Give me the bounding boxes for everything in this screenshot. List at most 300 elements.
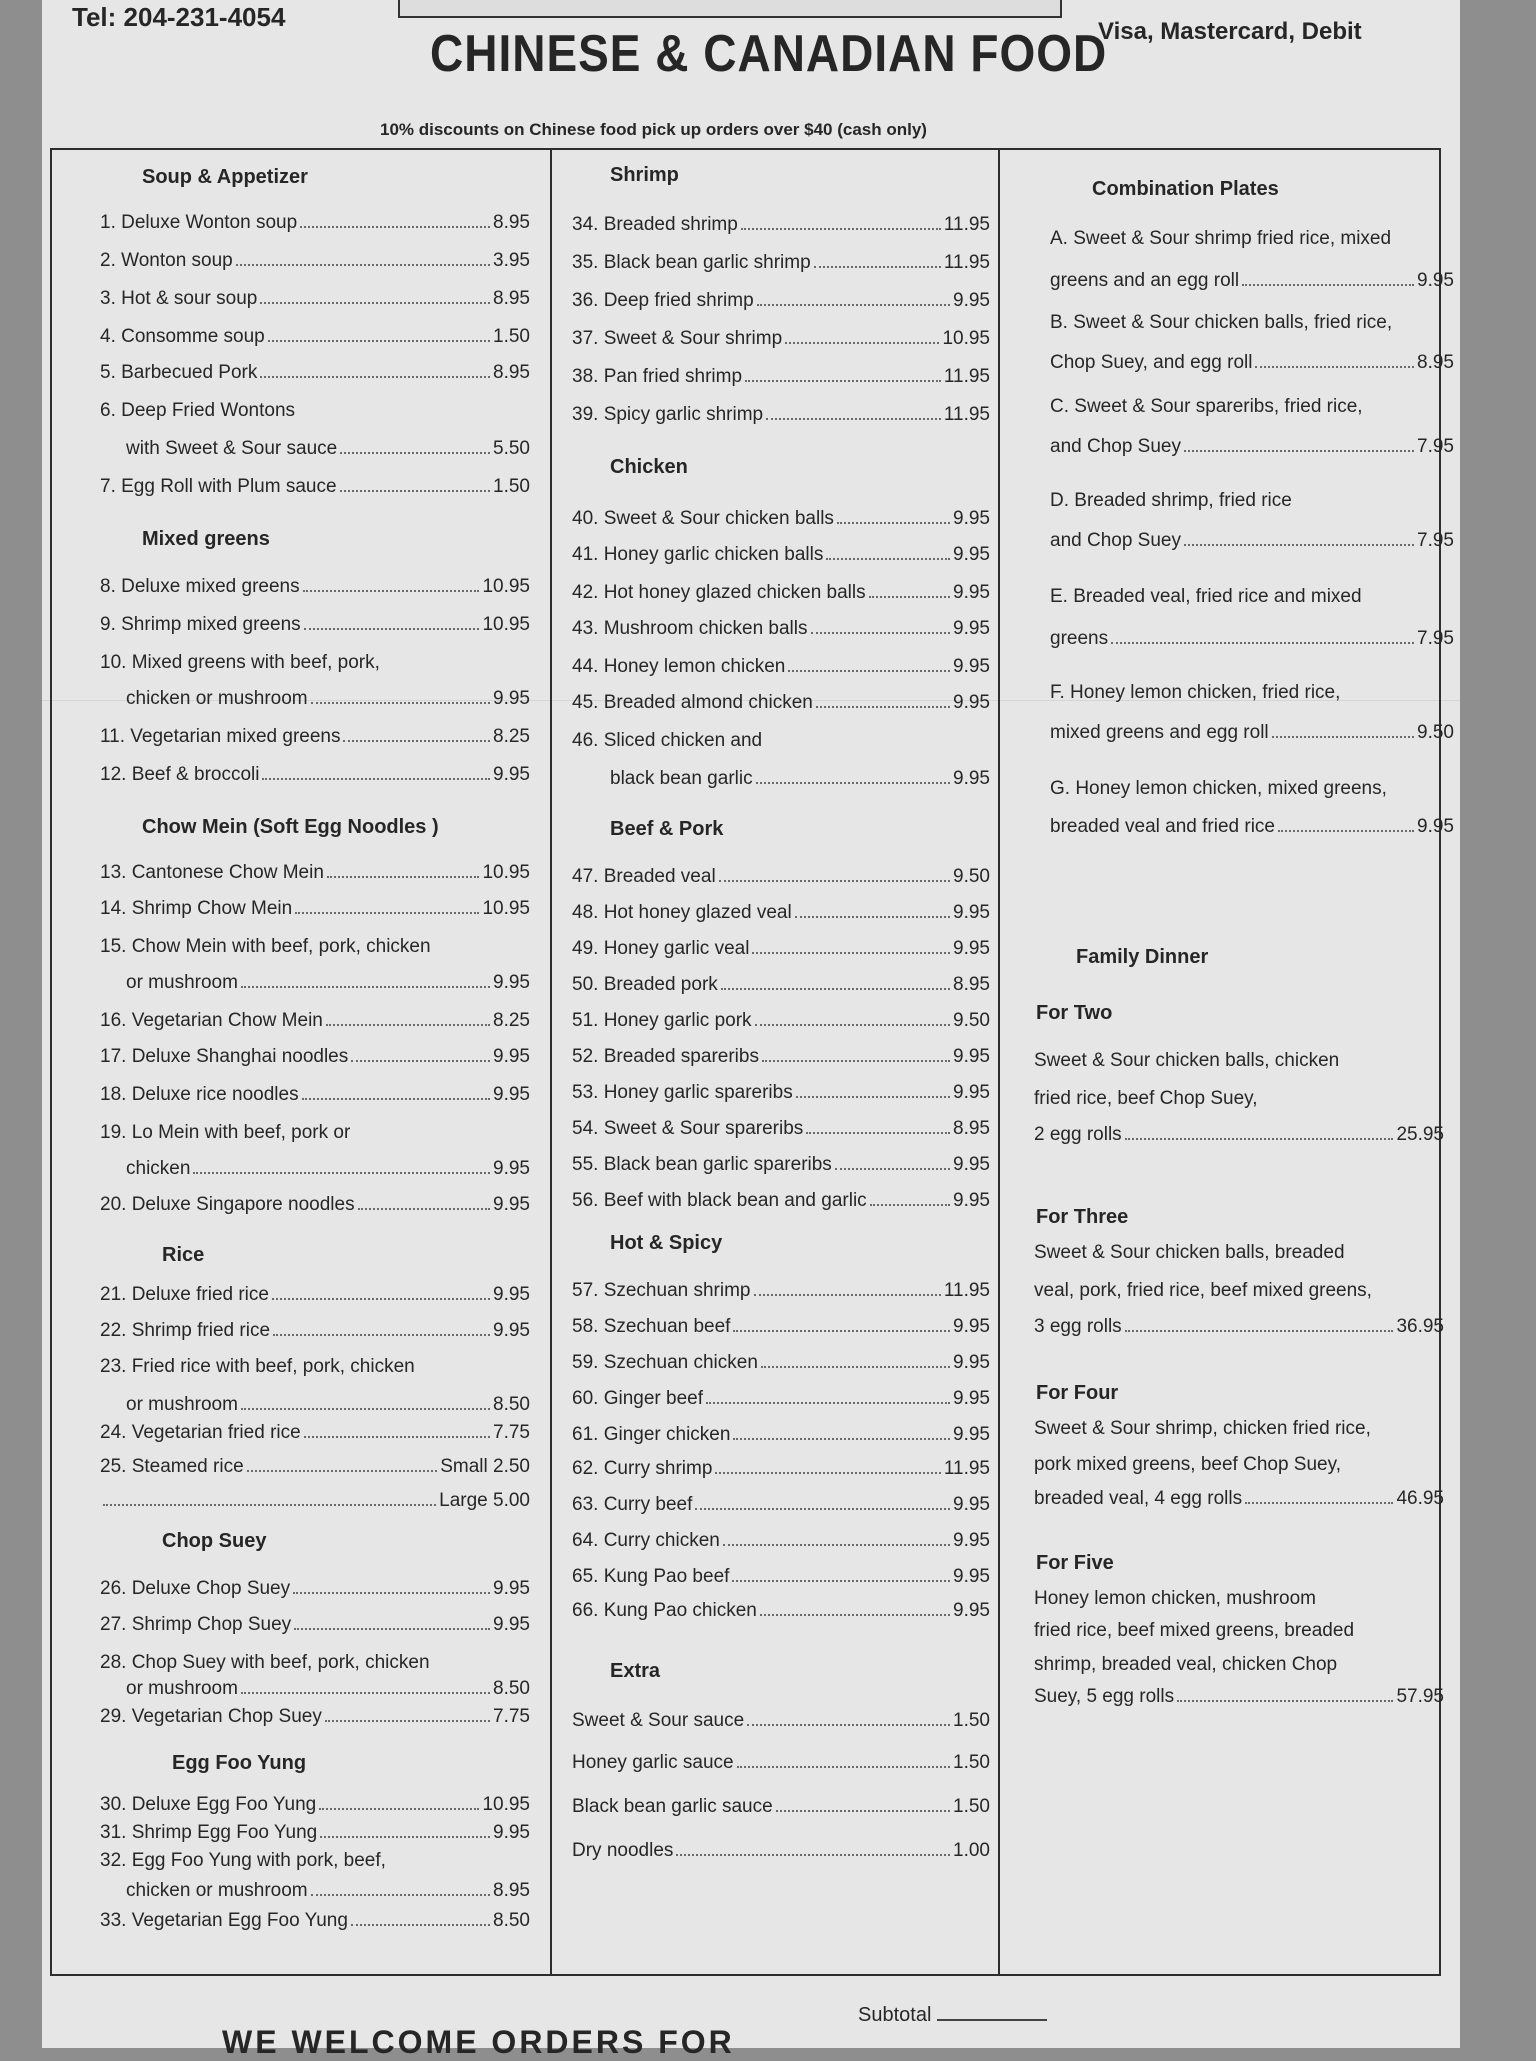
menu-item — [100, 1706, 530, 1728]
dot-leader — [340, 452, 490, 454]
item-name: 12. Beef & broccoli — [100, 764, 260, 785]
item-price: 9.95 — [953, 1046, 990, 1067]
item-price: 9.95 — [1417, 270, 1454, 291]
item-name: 53. Honey garlic spareribs — [572, 1082, 793, 1103]
menu-item — [572, 1154, 990, 1176]
dot-leader — [1184, 544, 1414, 546]
item-name: 29. Vegetarian Chop Suey — [100, 1706, 322, 1727]
menu-item — [572, 1190, 990, 1212]
item-name: chicken or mushroom — [126, 1880, 308, 1901]
combo-line: A. Sweet & Sour shrimp fried rice, mixed — [1050, 228, 1392, 249]
item-price: 9.95 — [953, 582, 990, 603]
item-name: 5. Barbecued Pork — [100, 362, 258, 383]
phone-number: Tel: 204-231-4054 — [72, 2, 286, 32]
dot-leader — [870, 1204, 950, 1206]
item-price: 8.95 — [493, 1880, 530, 1901]
payment-methods: Visa, Mastercard, Debit — [1098, 18, 1362, 45]
item-price: 9.95 — [953, 902, 990, 923]
item-price: 11.95 — [943, 252, 990, 273]
item-price: 9.50 — [953, 1010, 990, 1031]
menu-item — [572, 692, 990, 714]
item-price: 8.95 — [953, 974, 990, 995]
dot-leader — [320, 1836, 490, 1838]
dot-leader — [776, 1810, 950, 1812]
dot-leader — [295, 912, 479, 914]
dot-leader — [835, 1168, 950, 1170]
item-name: 64. Curry chicken — [572, 1530, 720, 1551]
combo-line: B. Sweet & Sour chicken balls, fried rice, — [1050, 312, 1393, 333]
family-set-line: shrimp, breaded veal, chicken Chop — [1034, 1654, 1338, 1675]
item-price: 8.95 — [953, 1118, 990, 1139]
item-name: 55. Black bean garlic spareribs — [572, 1154, 832, 1175]
menu-item — [126, 1158, 530, 1180]
item-price: 9.95 — [953, 1600, 990, 1621]
item-price: 11.95 — [943, 404, 990, 425]
menu-item — [100, 1910, 530, 1932]
menu-item — [572, 1530, 990, 1552]
menu-item — [572, 1082, 990, 1104]
item-price: 9.95 — [953, 1190, 990, 1211]
dot-leader — [311, 1894, 490, 1896]
family-set-line: fried rice, beef Chop Suey, — [1034, 1088, 1258, 1109]
item-name: 38. Pan fried shrimp — [572, 366, 743, 387]
item-name: or mushroom — [126, 1394, 238, 1415]
menu-item — [126, 438, 530, 460]
item-name: 6. Deep Fried Wontons — [100, 400, 296, 421]
dot-leader — [260, 376, 490, 378]
item-name: breaded veal and fried rice — [1050, 816, 1275, 837]
item-name: Chop Suey, and egg roll — [1050, 352, 1253, 373]
menu-item — [572, 974, 990, 996]
dot-leader — [766, 418, 941, 420]
item-price: 8.50 — [493, 1678, 530, 1699]
item-name: 56. Beef with black bean and garlic — [572, 1190, 867, 1211]
item-name: 43. Mushroom chicken balls — [572, 618, 808, 639]
item-price: 9.95 — [953, 1424, 990, 1445]
item-name: 59. Szechuan chicken — [572, 1352, 758, 1373]
dot-leader — [302, 1098, 490, 1100]
item-name: chicken — [126, 1158, 191, 1179]
item-price: 8.50 — [493, 1394, 530, 1415]
dot-leader — [236, 264, 490, 266]
menu-item — [1050, 352, 1454, 374]
item-price: 10.95 — [482, 614, 530, 635]
item-price: 3.95 — [493, 250, 530, 271]
item-name: 33. Vegetarian Egg Foo Yung — [100, 1910, 348, 1931]
item-name: Sweet & Sour sauce — [572, 1710, 745, 1731]
menu-item — [572, 866, 990, 888]
top-tab — [398, 0, 1062, 18]
menu-item — [100, 1084, 530, 1106]
item-price: 9.95 — [493, 1822, 530, 1843]
dot-leader — [303, 590, 480, 592]
item-name: 63. Curry beef — [572, 1494, 693, 1515]
item-name: 10. Mixed greens with beef, pork, — [100, 652, 380, 673]
item-price: 9.95 — [953, 1082, 990, 1103]
item-price: 8.50 — [493, 1910, 530, 1931]
menu-item — [572, 1458, 990, 1480]
menu-item — [1050, 530, 1454, 552]
item-name: 65. Kung Pao beef — [572, 1566, 730, 1587]
dot-leader — [816, 706, 950, 708]
menu-item — [610, 768, 990, 790]
dot-leader — [762, 1060, 950, 1062]
item-name: 36. Deep fried shrimp — [572, 290, 754, 311]
menu-item — [100, 862, 530, 884]
family-set-line: pork mixed greens, beef Chop Suey, — [1034, 1454, 1341, 1475]
item-price: 9.95 — [953, 1566, 990, 1587]
menu-item — [100, 576, 530, 598]
menu-item — [572, 1840, 990, 1862]
menu-item — [1034, 1686, 1444, 1708]
dot-leader — [294, 1628, 490, 1630]
item-name: breaded veal, 4 egg rolls — [1034, 1488, 1243, 1509]
dot-leader — [241, 1408, 490, 1410]
section-heading: Family Dinner — [1076, 946, 1209, 968]
menu-item — [100, 1578, 530, 1600]
menu-item — [100, 1284, 530, 1306]
item-name: 2 egg rolls — [1034, 1124, 1122, 1145]
item-price: 1.50 — [953, 1710, 990, 1731]
combo-line: C. Sweet & Sour spareribs, fried rice, — [1050, 396, 1363, 417]
item-name: 42. Hot honey glazed chicken balls — [572, 582, 866, 603]
section-heading: Egg Foo Yung — [172, 1752, 307, 1774]
dot-leader — [300, 226, 490, 228]
family-set-title: For Four — [1036, 1382, 1119, 1404]
item-price: 9.95 — [953, 508, 990, 529]
item-name: 30. Deluxe Egg Foo Yung — [100, 1794, 317, 1815]
dot-leader — [103, 1504, 436, 1506]
section-heading: Combination Plates — [1092, 178, 1279, 200]
menu-item — [1050, 816, 1454, 838]
dot-leader — [340, 490, 490, 492]
item-price: 1.50 — [493, 476, 530, 497]
item-name: 15. Chow Mein with beef, pork, chicken — [100, 936, 431, 957]
dot-leader — [755, 1024, 950, 1026]
item-price: Large 5.00 — [439, 1490, 530, 1511]
item-price: 57.95 — [1396, 1686, 1444, 1707]
item-name: greens — [1050, 628, 1109, 649]
menu-item — [572, 1010, 990, 1032]
dot-leader — [719, 880, 950, 882]
dot-leader — [193, 1172, 490, 1174]
item-price: 10.95 — [482, 1794, 530, 1815]
item-name: Black bean garlic sauce — [572, 1796, 773, 1817]
item-price: 9.95 — [953, 692, 990, 713]
menu-item — [100, 288, 530, 310]
menu-item — [572, 1046, 990, 1068]
discount-notice: 10% discounts on Chinese food pick up orders over $40 (cash only) — [380, 120, 927, 139]
item-name: 1. Deluxe Wonton soup — [100, 212, 298, 233]
item-price: 9.95 — [493, 1284, 530, 1305]
item-name: 60. Ginger beef — [572, 1388, 703, 1409]
menu-item — [572, 1600, 990, 1622]
item-price: 9.95 — [953, 1154, 990, 1175]
item-name: 22. Shrimp fried rice — [100, 1320, 271, 1341]
section-heading: Chow Mein (Soft Egg Noodles ) — [142, 816, 439, 838]
item-name: 39. Spicy garlic shrimp — [572, 404, 764, 425]
item-price: Small 2.50 — [440, 1456, 530, 1477]
item-name: chicken or mushroom — [126, 688, 308, 709]
item-price: 9.95 — [953, 544, 990, 565]
item-name: 7. Egg Roll with Plum sauce — [100, 476, 337, 497]
section-heading: Rice — [162, 1244, 205, 1266]
menu-item — [100, 1456, 530, 1478]
item-price: 7.75 — [493, 1422, 530, 1443]
menu-item — [126, 1678, 530, 1700]
item-name: Honey garlic sauce — [572, 1752, 734, 1773]
dot-leader — [351, 1924, 490, 1926]
item-name: mixed greens and egg roll — [1050, 722, 1269, 743]
item-price: 1.50 — [493, 326, 530, 347]
item-price: 9.95 — [1417, 816, 1454, 837]
column-divider-1 — [550, 148, 552, 1974]
item-name: 3. Hot & sour soup — [100, 288, 258, 309]
dot-leader — [241, 986, 490, 988]
item-name: 49. Honey garlic veal — [572, 938, 750, 959]
menu-item — [100, 1046, 530, 1068]
dot-leader — [1278, 830, 1414, 832]
family-set-line: Honey lemon chicken, mushroom — [1034, 1588, 1316, 1609]
item-name: 44. Honey lemon chicken — [572, 656, 786, 677]
dot-leader — [806, 1132, 950, 1134]
item-price: 46.95 — [1396, 1488, 1444, 1509]
menu-item — [572, 1352, 990, 1374]
combo-line: D. Breaded shrimp, fried rice — [1050, 490, 1292, 511]
dot-leader — [1272, 736, 1414, 738]
item-name: 52. Breaded spareribs — [572, 1046, 759, 1067]
menu-item — [572, 1710, 990, 1732]
item-price: 11.95 — [943, 214, 990, 235]
dot-leader — [761, 1366, 950, 1368]
item-name: 32. Egg Foo Yung with pork, beef, — [100, 1850, 386, 1871]
item-price: 9.95 — [953, 1494, 990, 1515]
dot-leader — [715, 1472, 940, 1474]
dot-leader — [1255, 366, 1414, 368]
dot-leader — [293, 1592, 490, 1594]
menu-item — [1050, 270, 1454, 292]
menu-item — [100, 1614, 530, 1636]
dot-leader — [247, 1470, 438, 1472]
dot-leader — [737, 1766, 950, 1768]
dot-leader — [304, 1436, 490, 1438]
dot-leader — [732, 1580, 950, 1582]
item-name: 66. Kung Pao chicken — [572, 1600, 757, 1621]
dot-leader — [327, 876, 480, 878]
dot-leader — [837, 522, 950, 524]
dot-leader — [273, 1334, 490, 1336]
dot-leader — [260, 302, 490, 304]
dot-leader — [733, 1330, 950, 1332]
menu-item — [572, 214, 990, 236]
dot-leader — [741, 228, 941, 230]
item-name: 37. Sweet & Sour shrimp — [572, 328, 783, 349]
dot-leader — [760, 1614, 950, 1616]
family-set-line: veal, pork, fried rice, beef mixed greens, — [1034, 1280, 1372, 1301]
menu-item — [126, 1394, 530, 1416]
item-name: or mushroom — [126, 972, 238, 993]
item-name: Dry noodles — [572, 1840, 674, 1861]
item-price: 8.25 — [493, 726, 530, 747]
dot-leader — [733, 1438, 950, 1440]
dot-leader — [304, 628, 480, 630]
item-name: 3 egg rolls — [1034, 1316, 1122, 1337]
item-name: and Chop Suey — [1050, 436, 1181, 457]
item-price: 9.95 — [953, 1530, 990, 1551]
item-name: 21. Deluxe fried rice — [100, 1284, 269, 1305]
item-name: 9. Shrimp mixed greens — [100, 614, 301, 635]
item-price: 10.95 — [942, 328, 990, 349]
item-price: 8.95 — [493, 288, 530, 309]
family-set-line: Sweet & Sour shrimp, chicken fried rice, — [1034, 1418, 1371, 1439]
menu-item — [572, 252, 990, 274]
item-name: 57. Szechuan shrimp — [572, 1280, 751, 1301]
menu-item — [572, 1280, 990, 1302]
item-price: 9.95 — [493, 688, 530, 709]
menu-item — [572, 366, 990, 388]
section-heading: Hot & Spicy — [610, 1232, 723, 1254]
item-name: 62. Curry shrimp — [572, 1458, 713, 1479]
menu-item — [572, 328, 990, 350]
section-heading: Extra — [610, 1660, 661, 1682]
dot-leader — [695, 1508, 950, 1510]
item-name: greens and an egg roll — [1050, 270, 1240, 291]
combo-line: F. Honey lemon chicken, fried rice, — [1050, 682, 1341, 703]
menu-item — [572, 582, 990, 604]
item-price: 9.95 — [493, 1046, 530, 1067]
item-price: 10.95 — [482, 576, 530, 597]
menu-item — [572, 902, 990, 924]
menu-item — [572, 404, 990, 426]
section-heading: Chicken — [610, 456, 688, 478]
item-price: 7.95 — [1417, 628, 1454, 649]
item-price: 9.95 — [493, 1084, 530, 1105]
menu-item — [572, 1424, 990, 1446]
dot-leader — [754, 1294, 941, 1296]
menu-item — [100, 1422, 530, 1444]
item-name: 26. Deluxe Chop Suey — [100, 1578, 291, 1599]
item-price: 9.95 — [493, 764, 530, 785]
item-name: 20. Deluxe Singapore noodles — [100, 1194, 355, 1215]
menu-item — [126, 1880, 530, 1902]
menu-item — [126, 688, 530, 710]
item-name: 14. Shrimp Chow Mein — [100, 898, 293, 919]
dot-leader — [706, 1402, 950, 1404]
menu-item — [100, 326, 530, 348]
section-heading: Shrimp — [610, 164, 679, 186]
menu-item — [100, 362, 530, 384]
menu-item — [1050, 628, 1454, 650]
item-name: 17. Deluxe Shanghai noodles — [100, 1046, 349, 1067]
menu-item — [100, 614, 530, 636]
section-heading: Soup & Appetizer — [142, 166, 308, 188]
menu-item — [572, 1316, 990, 1338]
item-price: 8.95 — [493, 212, 530, 233]
menu-item — [572, 938, 990, 960]
menu-item — [100, 1822, 530, 1844]
item-name: 51. Honey garlic pork — [572, 1010, 752, 1031]
item-price: 1.00 — [953, 1840, 990, 1861]
dot-leader — [723, 1544, 950, 1546]
dot-leader — [757, 304, 950, 306]
item-name: 27. Shrimp Chop Suey — [100, 1614, 292, 1635]
menu-item — [100, 898, 530, 920]
menu-item — [100, 1490, 530, 1512]
family-set-line: Sweet & Sour chicken balls, chicken — [1034, 1050, 1340, 1071]
item-price: 9.50 — [1417, 722, 1454, 743]
dot-leader — [1242, 284, 1414, 286]
item-price: 9.95 — [493, 1320, 530, 1341]
menu-item — [572, 1494, 990, 1516]
dot-leader — [826, 558, 950, 560]
item-price: 9.95 — [953, 1388, 990, 1409]
dot-leader — [796, 1096, 950, 1098]
item-price: 25.95 — [1396, 1124, 1444, 1145]
item-price: 7.75 — [493, 1706, 530, 1727]
item-price: 9.95 — [953, 656, 990, 677]
item-name: 2. Wonton soup — [100, 250, 233, 271]
item-name: 61. Ginger chicken — [572, 1424, 731, 1445]
dot-leader — [351, 1060, 490, 1062]
menu-item — [100, 250, 530, 272]
item-name: Suey, 5 egg rolls — [1034, 1686, 1175, 1707]
dot-leader — [326, 1024, 490, 1026]
dot-leader — [241, 1692, 490, 1694]
dot-leader — [325, 1720, 490, 1722]
menu-item — [100, 1794, 530, 1816]
dot-leader — [311, 702, 490, 704]
item-name: 41. Honey garlic chicken balls — [572, 544, 824, 565]
menu-item — [100, 764, 530, 786]
menu-item — [572, 1752, 990, 1774]
dot-leader — [811, 632, 951, 634]
item-name: 40. Sweet & Sour chicken balls — [572, 508, 834, 529]
item-name: 18. Deluxe rice noodles — [100, 1084, 299, 1105]
item-price: 7.95 — [1417, 530, 1454, 551]
item-price: 8.95 — [1417, 352, 1454, 373]
item-price: 9.50 — [953, 866, 990, 887]
item-price: 36.95 — [1396, 1316, 1444, 1337]
menu-title: CHINESE & CANADIAN FOOD — [430, 23, 1108, 83]
item-price: 10.95 — [482, 862, 530, 883]
dot-leader — [1125, 1330, 1394, 1332]
dot-leader — [268, 340, 490, 342]
item-name: 11. Vegetarian mixed greens — [100, 726, 341, 747]
welcome-text: WE WELCOME ORDERS FOR — [222, 2024, 735, 2060]
item-name: 47. Breaded veal — [572, 866, 716, 887]
menu-item — [100, 1320, 530, 1342]
menu-item — [1034, 1124, 1444, 1146]
family-set-title: For Three — [1036, 1206, 1129, 1228]
item-price: 1.50 — [953, 1752, 990, 1773]
item-price: 9.95 — [953, 938, 990, 959]
item-price: 9.95 — [493, 1578, 530, 1599]
item-price: 8.95 — [493, 362, 530, 383]
item-price: 7.95 — [1417, 436, 1454, 457]
item-name: 46. Sliced chicken and — [572, 730, 763, 751]
menu-item — [1034, 1316, 1444, 1338]
item-name: 48. Hot honey glazed veal — [572, 902, 792, 923]
item-price: 1.50 — [953, 1796, 990, 1817]
menu-item — [126, 972, 530, 994]
dot-leader — [319, 1808, 479, 1810]
item-price: 8.25 — [493, 1010, 530, 1031]
menu-item — [100, 726, 530, 748]
dot-leader — [262, 778, 490, 780]
item-name: and Chop Suey — [1050, 530, 1181, 551]
item-price: 11.95 — [943, 366, 990, 387]
menu-item — [100, 212, 530, 234]
